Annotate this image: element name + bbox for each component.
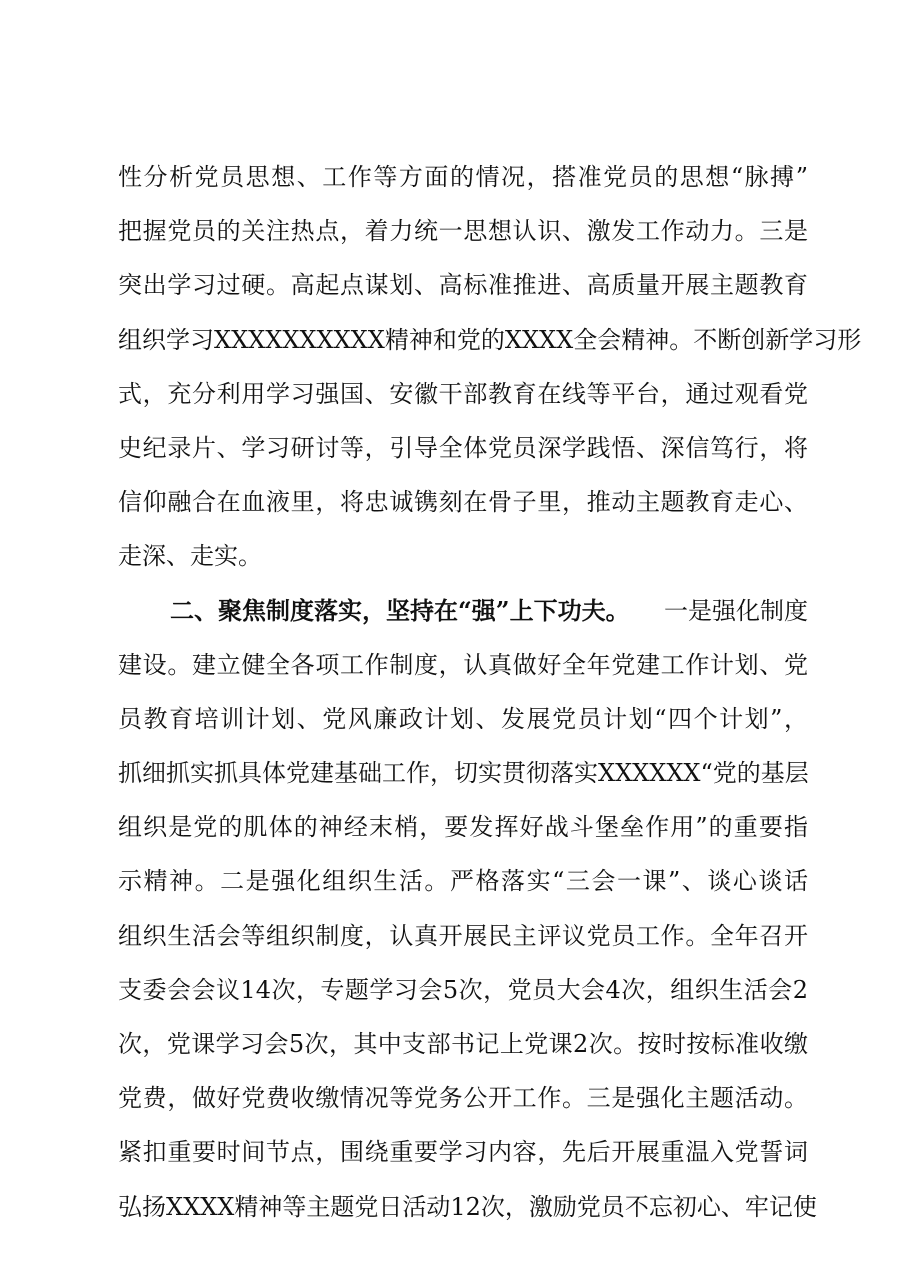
text-line: 次，党课学习会5次，其中支部书记上党课2次。按时按标准收缴: [118, 1030, 808, 1058]
text-line: 建设。建立健全各项工作制度，认真做好全年党建工作计划、党: [118, 650, 808, 679]
text-line: 组织生活会等组织制度，认真开展民主评议党员工作。全年召开: [118, 921, 808, 950]
section-heading-rest: 一是强化制度: [664, 596, 808, 625]
body-text: [118, 150, 862, 1234]
text-line: 组织学习XXXXXXXXXX精神和党的XXXX全会精神。不断创新学习形: [118, 325, 862, 354]
text-line: 信仰融合在血液里，将忠诚镌刻在骨子里，推动主题教育走心、: [118, 488, 808, 517]
text-line: 支委会会议14次，专题学习会5次，党员大会4次，组织生活会2: [118, 975, 808, 1004]
text-line: 史纪录片、学习研讨等，引导全体党员深学践悟、深信笃行，将: [118, 433, 808, 462]
text-line: 式，充分利用学习强国、安徽干部教育在线等平台，通过观看党: [118, 379, 808, 408]
section-heading-line: [118, 584, 808, 638]
text-line: 性分析党员思想、工作等方面的情况，搭准党员的思想“脉搏”: [118, 163, 808, 191]
text-line: 示精神。二是强化组织生活。严格落实“三会一课”、谈心谈话: [118, 867, 808, 896]
text-line: 弘扬XXXX精神等主题党日活动12次，激励党员不忘初心、牢记使: [118, 1192, 817, 1221]
text-line: 组织是党的肌体的神经末梢，要发挥好战斗堡垒作用”的重要指: [118, 813, 808, 842]
text-line: 把握党员的关注热点，着力统一思想认识、激发工作动力。三是: [118, 217, 808, 246]
section-heading: 二、聚焦制度落实，坚持在“强”上下功夫。: [170, 595, 630, 625]
text-line: 紧扣重要时间节点，围绕重要学习内容，先后开展重温入党誓词: [118, 1138, 808, 1167]
text-line: 走深、走实。: [118, 542, 262, 571]
text-line: 员教育培训计划、党风廉政计划、发展党员计划“四个计划”，: [118, 704, 808, 733]
text-line: 突出学习过硬。高起点谋划、高标准推进、高质量开展主题教育: [118, 271, 808, 300]
text-line: 党费，做好党费收缴情况等党务公开工作。三是强化主题活动。: [118, 1084, 808, 1113]
text-line: 抓细抓实抓具体党建基础工作，切实贯彻落实XXXXXX“党的基层: [118, 759, 809, 788]
